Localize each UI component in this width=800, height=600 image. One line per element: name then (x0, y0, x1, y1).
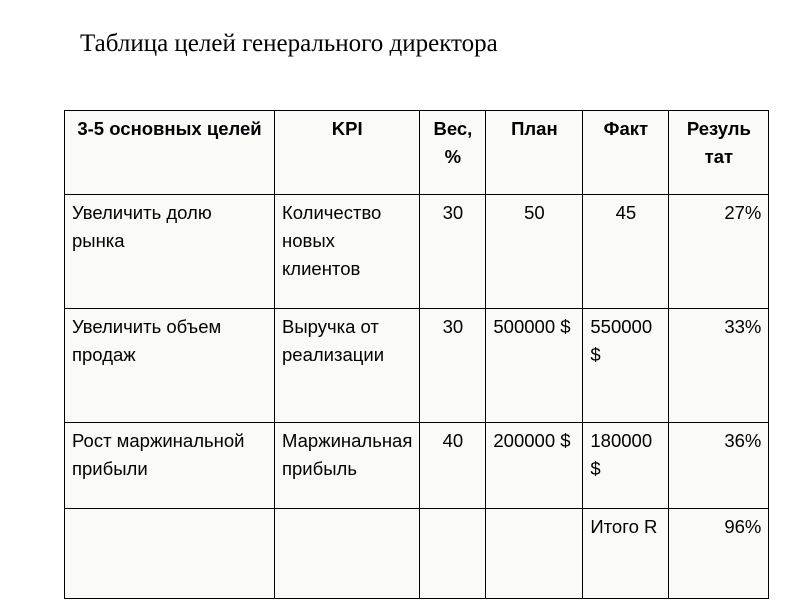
result-cell: 36% (669, 423, 769, 509)
total-label: Итого R (583, 509, 669, 599)
kpi-cell: Выручка от реализации (275, 309, 420, 423)
table-header-row (65, 111, 769, 195)
header-result: Резуль тат (669, 111, 769, 195)
fact-cell: 45 (583, 195, 669, 309)
header-kpi: KPI (275, 111, 420, 195)
weight-cell: 30 (420, 195, 486, 309)
fact-cell: 180000 $ (583, 423, 669, 509)
weight-cell: 40 (420, 423, 486, 509)
total-value: 96% (669, 509, 769, 599)
empty-cell (65, 509, 275, 599)
kpi-cell: Количество новых клиентов (275, 195, 420, 309)
result-cell: 33% (669, 309, 769, 423)
header-fact: Факт (583, 111, 669, 195)
plan-cell: 500000 $ (486, 309, 583, 423)
plan-cell: 200000 $ (486, 423, 583, 509)
kpi-cell: Маржинальная прибыль (275, 423, 420, 509)
goal-cell: Увеличить долю рынка (65, 195, 275, 309)
table-row (65, 309, 769, 423)
total-row (65, 509, 769, 599)
empty-cell (420, 509, 486, 599)
goal-cell: Рост маржинальной прибыли (65, 423, 275, 509)
table-row (65, 195, 769, 309)
empty-cell (486, 509, 583, 599)
table-row (65, 423, 769, 509)
header-plan: План (486, 111, 583, 195)
plan-cell: 50 (486, 195, 583, 309)
goal-cell: Увеличить объем продаж (65, 309, 275, 423)
page-title: Таблица целей генерального директора (80, 30, 498, 57)
result-cell: 27% (669, 195, 769, 309)
empty-cell (275, 509, 420, 599)
header-weight: Вес, % (420, 111, 486, 195)
weight-cell: 30 (420, 309, 486, 423)
fact-cell: 550000 $ (583, 309, 669, 423)
ceo-goals-table (64, 110, 769, 599)
header-goals: 3-5 основных целей (65, 111, 275, 195)
